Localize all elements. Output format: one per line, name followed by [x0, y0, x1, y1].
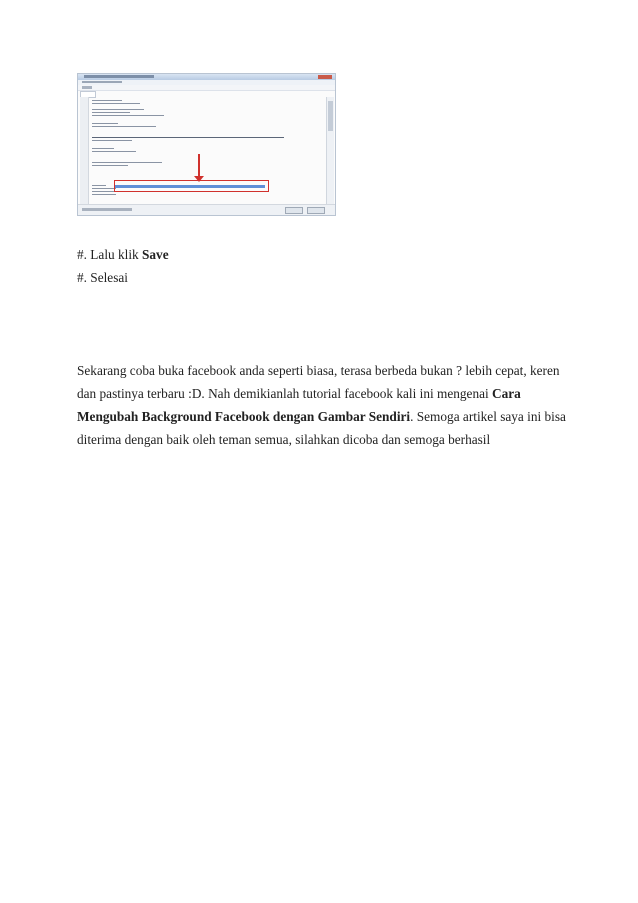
toolbar	[78, 85, 335, 91]
scrollbar	[326, 97, 334, 204]
annotation-highlight-box	[114, 180, 269, 192]
paragraph-line-2	[77, 382, 557, 405]
closing-paragraph	[77, 359, 566, 451]
arrow-head-icon	[194, 176, 204, 182]
editor-screenshot-image	[77, 73, 336, 216]
paragraph-line-2-text: dan pastinya terbaru :D. Nah demikianlah tutorial facebook kali ini mengenai	[77, 386, 493, 401]
step-save	[77, 245, 169, 265]
step-save-keyword: Save	[142, 247, 169, 262]
paragraph-line-4: diterima dengan baik oleh teman semua, silahkan dicoba dan semoga berhasil	[77, 432, 491, 447]
line-number-gutter	[80, 97, 89, 204]
window-controls-icon	[318, 75, 332, 79]
step-done	[77, 268, 128, 288]
step-save-prefix: #. Lalu klik	[77, 247, 142, 262]
article-title-bold: Mengubah Background Facebook dengan Gambar Sendiri	[77, 409, 411, 424]
paragraph-line-3-text: . Semoga artikel saya ini bisa	[410, 409, 566, 424]
annotation-arrow-icon	[198, 154, 200, 178]
ok-button	[285, 207, 303, 214]
paragraph-line-3	[77, 405, 566, 428]
step-done-text: #. Selesai	[77, 270, 128, 285]
paragraph-line-2-bold: Cara	[492, 386, 521, 401]
cancel-button	[307, 207, 325, 214]
dialog-footer	[78, 204, 335, 215]
paragraph-line-1: Sekarang coba buka facebook anda seperti biasa, terasa berbeda bukan ? lebih cepat, keren	[77, 363, 560, 378]
